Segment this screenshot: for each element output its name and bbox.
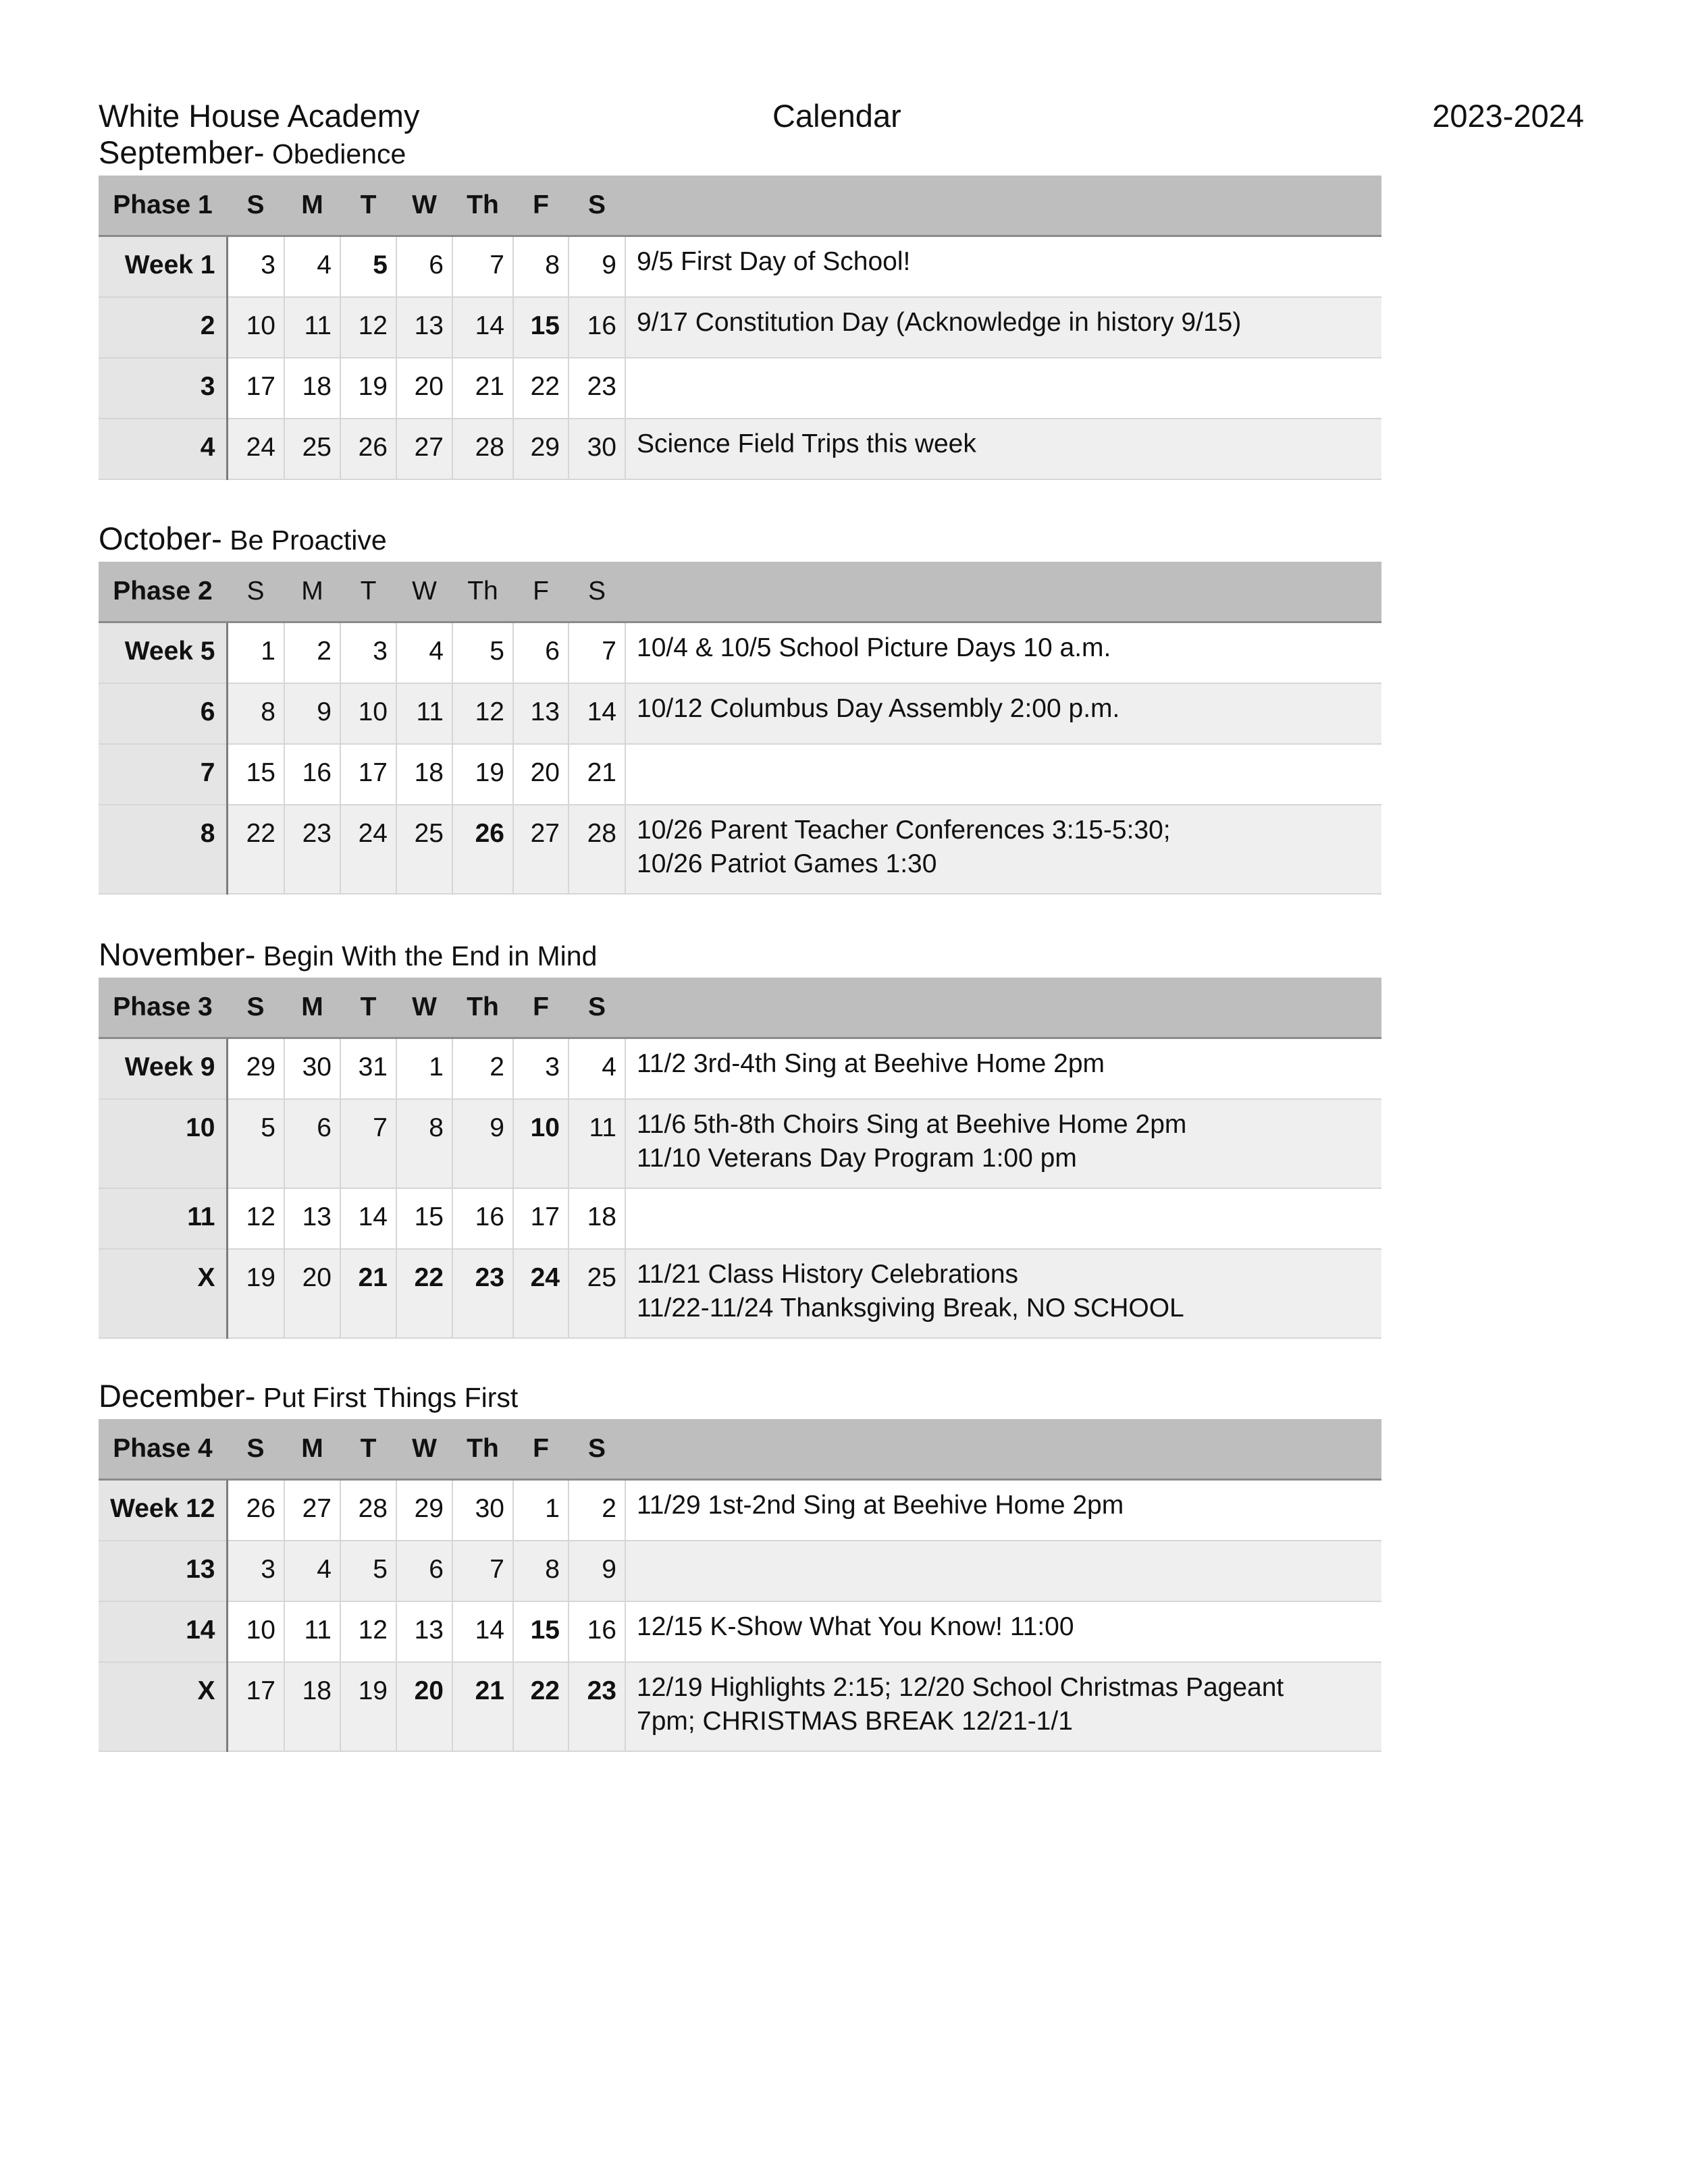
week-label: 8	[99, 805, 227, 894]
event-notes	[625, 683, 1381, 744]
event-note: 10/4 & 10/5 School Picture Days 10 a.m.	[637, 633, 1111, 662]
day-cell: 25	[569, 1249, 625, 1338]
week-label: Week 9	[99, 1038, 227, 1099]
day-header: S	[227, 176, 284, 236]
phase-label: Phase 4	[99, 1419, 227, 1480]
day-cell: 25	[396, 805, 452, 894]
day-cell: 30	[284, 1038, 340, 1099]
day-cell: 18	[284, 358, 340, 419]
week-row	[99, 1099, 1381, 1188]
day-cell: 16	[284, 744, 340, 805]
day-cell: 5	[340, 236, 396, 297]
day-cell: 7	[452, 236, 513, 297]
day-cell: 19	[340, 1662, 396, 1751]
day-cell: 4	[284, 1541, 340, 1601]
event-note: 10/26 Patriot Games 1:30	[637, 849, 937, 878]
day-cell: 20	[284, 1249, 340, 1338]
week-label: 4	[99, 419, 227, 479]
week-row	[99, 1038, 1381, 1099]
month-table	[99, 176, 1381, 480]
day-header: S	[227, 1419, 284, 1480]
day-cell: 1	[396, 1038, 452, 1099]
day-cell: 11	[284, 297, 340, 358]
week-label: 7	[99, 744, 227, 805]
week-row	[99, 683, 1381, 744]
day-cell: 11	[284, 1601, 340, 1662]
day-cell: 17	[227, 1662, 284, 1751]
day-cell: 22	[396, 1249, 452, 1338]
day-cell: 17	[513, 1188, 569, 1249]
day-cell: 12	[340, 1601, 396, 1662]
month-theme: Put First Things First	[255, 1382, 519, 1413]
day-cell: 7	[452, 1541, 513, 1601]
event-notes	[625, 1188, 1381, 1249]
day-header: M	[284, 978, 340, 1038]
day-cell: 11	[396, 683, 452, 744]
day-cell: 19	[227, 1249, 284, 1338]
day-cell: 15	[396, 1188, 452, 1249]
day-header: W	[396, 562, 452, 622]
month-theme: Begin With the End in Mind	[255, 940, 598, 971]
event-notes	[625, 1249, 1381, 1338]
day-header: Th	[452, 176, 513, 236]
day-header: T	[340, 978, 396, 1038]
day-header: F	[513, 1419, 569, 1480]
week-row	[99, 1249, 1381, 1338]
day-cell: 22	[513, 358, 569, 419]
day-cell: 10	[227, 297, 284, 358]
event-notes	[625, 1601, 1381, 1662]
week-label: 3	[99, 358, 227, 419]
month-name: September-	[99, 134, 265, 170]
table-header-row	[99, 1419, 1381, 1480]
event-notes	[625, 297, 1381, 358]
day-cell: 10	[513, 1099, 569, 1188]
day-header: M	[284, 562, 340, 622]
day-cell: 10	[340, 683, 396, 744]
day-cell: 3	[227, 1541, 284, 1601]
event-note: 11/2 3rd-4th Sing at Beehive Home 2pm	[637, 1049, 1105, 1078]
day-cell: 17	[227, 358, 284, 419]
day-cell: 9	[569, 1541, 625, 1601]
month-table	[99, 562, 1381, 895]
week-label: 2	[99, 297, 227, 358]
school-year: 2023-2024	[1432, 98, 1584, 134]
event-note: 9/5 First Day of School!	[637, 247, 911, 276]
event-notes	[625, 1038, 1381, 1099]
school-name: White House Academy	[99, 98, 420, 134]
day-cell: 13	[396, 297, 452, 358]
week-row	[99, 297, 1381, 358]
event-note: 11/6 5th-8th Choirs Sing at Beehive Home 2pm	[637, 1109, 1187, 1139]
day-cell: 4	[396, 622, 452, 683]
week-row	[99, 1541, 1381, 1601]
week-label: 14	[99, 1601, 227, 1662]
day-cell: 21	[452, 358, 513, 419]
day-cell: 14	[569, 683, 625, 744]
day-cell: 25	[284, 419, 340, 479]
day-cell: 6	[396, 1541, 452, 1601]
day-cell: 23	[284, 805, 340, 894]
day-cell: 28	[452, 419, 513, 479]
event-note: 11/29 1st-2nd Sing at Beehive Home 2pm	[637, 1491, 1124, 1520]
day-cell: 24	[513, 1249, 569, 1338]
day-header: S	[569, 176, 625, 236]
day-cell: 23	[569, 358, 625, 419]
day-cell: 24	[340, 805, 396, 894]
day-cell: 27	[513, 805, 569, 894]
day-cell: 11	[569, 1099, 625, 1188]
day-cell: 1	[513, 1480, 569, 1541]
day-header: Th	[452, 1419, 513, 1480]
event-note: 11/22-11/24 Thanksgiving Break, NO SCHOOL	[637, 1293, 1184, 1323]
event-notes	[625, 1541, 1381, 1601]
day-header: F	[513, 562, 569, 622]
day-header: W	[396, 978, 452, 1038]
day-cell: 10	[227, 1601, 284, 1662]
day-header: F	[513, 176, 569, 236]
day-cell: 22	[513, 1662, 569, 1751]
week-label: Week 5	[99, 622, 227, 683]
day-cell: 18	[284, 1662, 340, 1751]
day-header: Th	[452, 978, 513, 1038]
week-label: Week 1	[99, 236, 227, 297]
event-notes	[625, 1662, 1381, 1751]
week-row	[99, 1188, 1381, 1249]
month-table	[99, 978, 1381, 1339]
day-header: S	[569, 978, 625, 1038]
day-cell: 9	[452, 1099, 513, 1188]
day-cell: 26	[340, 419, 396, 479]
day-cell: 31	[340, 1038, 396, 1099]
day-cell: 4	[284, 236, 340, 297]
week-row	[99, 1480, 1381, 1541]
event-notes	[625, 805, 1381, 894]
day-cell: 12	[452, 683, 513, 744]
day-cell: 30	[452, 1480, 513, 1541]
week-row	[99, 358, 1381, 419]
day-header: S	[227, 978, 284, 1038]
page-header	[99, 97, 1584, 138]
day-header: T	[340, 1419, 396, 1480]
day-header: T	[340, 562, 396, 622]
week-row	[99, 805, 1381, 894]
event-notes	[625, 622, 1381, 683]
day-cell: 5	[340, 1541, 396, 1601]
day-cell: 5	[227, 1099, 284, 1188]
phase-label: Phase 3	[99, 978, 227, 1038]
week-row	[99, 1662, 1381, 1751]
notes-header	[625, 176, 1381, 236]
day-header: M	[284, 1419, 340, 1480]
month-name: December-	[99, 1378, 256, 1414]
day-cell: 16	[452, 1188, 513, 1249]
day-cell: 14	[452, 297, 513, 358]
day-cell: 20	[396, 1662, 452, 1751]
day-cell: 20	[513, 744, 569, 805]
phase-label: Phase 1	[99, 176, 227, 236]
day-cell: 9	[569, 236, 625, 297]
day-cell: 13	[396, 1601, 452, 1662]
event-note: 12/15 K-Show What You Know! 11:00	[637, 1612, 1074, 1641]
day-cell: 2	[569, 1480, 625, 1541]
day-cell: 14	[452, 1601, 513, 1662]
day-header: M	[284, 176, 340, 236]
event-note: 12/19 Highlights 2:15; 12/20 School Christmas Pageant	[637, 1672, 1284, 1702]
event-notes	[625, 1480, 1381, 1541]
day-cell: 26	[227, 1480, 284, 1541]
day-cell: 21	[340, 1249, 396, 1338]
week-row	[99, 622, 1381, 683]
day-cell: 29	[396, 1480, 452, 1541]
event-note: 11/10 Veterans Day Program 1:00 pm	[637, 1143, 1077, 1173]
day-cell: 19	[340, 358, 396, 419]
month-title	[99, 520, 387, 557]
event-note: 10/26 Parent Teacher Conferences 3:15-5:30;	[637, 815, 1171, 845]
day-cell: 5	[452, 622, 513, 683]
day-cell: 15	[513, 297, 569, 358]
week-label: 13	[99, 1541, 227, 1601]
day-header: Th	[452, 562, 513, 622]
month-title	[99, 936, 597, 973]
day-cell: 27	[284, 1480, 340, 1541]
day-cell: 3	[513, 1038, 569, 1099]
day-cell: 2	[284, 622, 340, 683]
day-cell: 7	[569, 622, 625, 683]
week-row	[99, 744, 1381, 805]
week-row	[99, 1601, 1381, 1662]
day-cell: 9	[284, 683, 340, 744]
day-cell: 14	[340, 1188, 396, 1249]
day-cell: 27	[396, 419, 452, 479]
day-cell: 28	[569, 805, 625, 894]
week-label: 6	[99, 683, 227, 744]
day-cell: 13	[513, 683, 569, 744]
week-row	[99, 236, 1381, 297]
day-cell: 6	[513, 622, 569, 683]
table-header-row	[99, 562, 1381, 622]
notes-header	[625, 1419, 1381, 1480]
day-cell: 1	[227, 622, 284, 683]
day-cell: 17	[340, 744, 396, 805]
week-label: X	[99, 1249, 227, 1338]
day-cell: 6	[284, 1099, 340, 1188]
event-note: 10/12 Columbus Day Assembly 2:00 p.m.	[637, 693, 1120, 723]
day-cell: 23	[452, 1249, 513, 1338]
week-label: Week 12	[99, 1480, 227, 1541]
day-cell: 3	[227, 236, 284, 297]
table-header-row	[99, 978, 1381, 1038]
event-note: 9/17 Constitution Day (Acknowledge in history 9/15)	[637, 307, 1242, 337]
month-title	[99, 1377, 518, 1414]
day-cell: 16	[569, 1601, 625, 1662]
event-note: Science Field Trips this week	[637, 429, 976, 458]
day-header: F	[513, 978, 569, 1038]
day-cell: 3	[340, 622, 396, 683]
day-cell: 24	[227, 419, 284, 479]
day-cell: 15	[513, 1601, 569, 1662]
day-cell: 7	[340, 1099, 396, 1188]
day-header: W	[396, 176, 452, 236]
day-cell: 29	[513, 419, 569, 479]
day-cell: 22	[227, 805, 284, 894]
notes-header	[625, 978, 1381, 1038]
day-cell: 21	[452, 1662, 513, 1751]
day-cell: 12	[340, 297, 396, 358]
week-label: 11	[99, 1188, 227, 1249]
month-theme: Obedience	[264, 138, 406, 169]
day-cell: 6	[396, 236, 452, 297]
day-cell: 26	[452, 805, 513, 894]
month-name: November-	[99, 936, 256, 972]
month-name: October-	[99, 521, 222, 556]
day-cell: 4	[569, 1038, 625, 1099]
notes-header	[625, 562, 1381, 622]
day-cell: 16	[569, 297, 625, 358]
day-cell: 18	[396, 744, 452, 805]
day-cell: 19	[452, 744, 513, 805]
day-cell: 8	[227, 683, 284, 744]
day-header: S	[569, 562, 625, 622]
day-cell: 13	[284, 1188, 340, 1249]
event-notes	[625, 744, 1381, 805]
day-cell: 30	[569, 419, 625, 479]
day-cell: 2	[452, 1038, 513, 1099]
day-cell: 29	[227, 1038, 284, 1099]
event-notes	[625, 236, 1381, 297]
day-cell: 18	[569, 1188, 625, 1249]
week-row	[99, 419, 1381, 479]
day-cell: 12	[227, 1188, 284, 1249]
event-notes	[625, 419, 1381, 479]
event-notes	[625, 1099, 1381, 1188]
week-label: 10	[99, 1099, 227, 1188]
day-header: W	[396, 1419, 452, 1480]
document-title: Calendar	[772, 98, 901, 134]
day-cell: 15	[227, 744, 284, 805]
day-cell: 20	[396, 358, 452, 419]
day-header: S	[227, 562, 284, 622]
day-header: S	[569, 1419, 625, 1480]
day-cell: 8	[396, 1099, 452, 1188]
event-note: 11/21 Class History Celebrations	[637, 1259, 1019, 1289]
month-table	[99, 1419, 1381, 1752]
phase-label: Phase 2	[99, 562, 227, 622]
day-cell: 28	[340, 1480, 396, 1541]
month-title	[99, 134, 406, 171]
day-cell: 23	[569, 1662, 625, 1751]
table-header-row	[99, 176, 1381, 236]
month-theme: Be Proactive	[221, 525, 387, 556]
day-cell: 8	[513, 1541, 569, 1601]
day-cell: 21	[569, 744, 625, 805]
day-cell: 8	[513, 236, 569, 297]
day-header: T	[340, 176, 396, 236]
event-note: 7pm; CHRISTMAS BREAK 12/21-1/1	[637, 1706, 1073, 1736]
week-label: X	[99, 1662, 227, 1751]
event-notes	[625, 358, 1381, 419]
